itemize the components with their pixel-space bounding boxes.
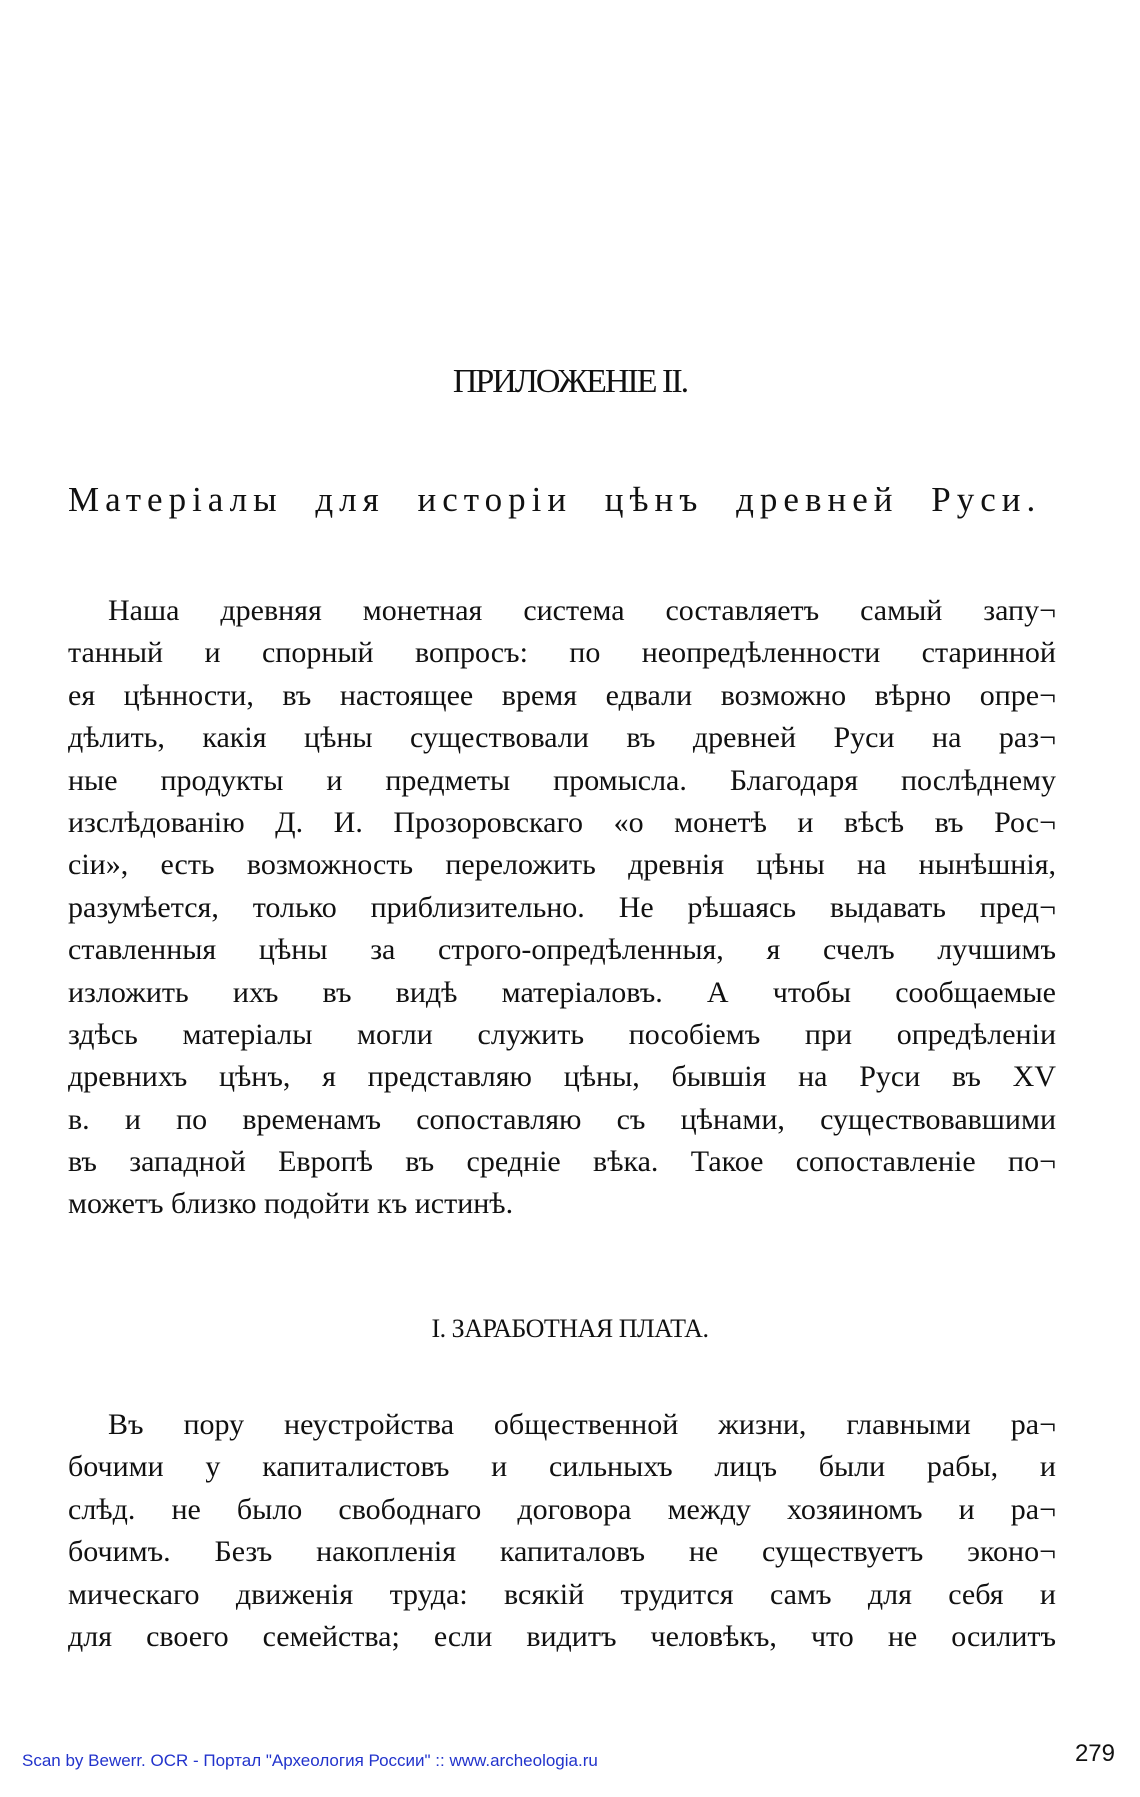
text-line: ея цѣнности, въ настоящее время едвали возможно вѣрно опре¬ — [68, 678, 1056, 712]
text-line: Въ пору неустройства общественной жизни, главными ра¬ — [108, 1408, 1056, 1441]
text-line: разумѣется, только приблизительно. Не рѣшаясь выдавать пред¬ — [68, 890, 1056, 924]
appendix-title: ПРИЛОЖЕНІЕ II. — [452, 363, 688, 400]
text-line: мическаго движенія труда: всякій трудится самъ для себя и — [68, 1577, 1056, 1611]
text-line: бочими у капиталистовъ и сильныхъ лицъ были рабы, и — [68, 1450, 1056, 1484]
section-paragraph — [68, 1404, 1056, 1658]
scan-credit-footer: Scan by Bewerr. OCR - Портал "Археология России" :: www.archeologia.ru — [22, 1751, 598, 1770]
text-line: здѣсь матеріалы могли служить пособіемъ при опредѣленіи — [68, 1017, 1056, 1051]
text-line: слѣд. не было свободнаго договора между хозяиномъ и ра¬ — [68, 1492, 1056, 1526]
text-line: для своего семейства; если видитъ человѣкъ, что не осилитъ — [68, 1619, 1056, 1653]
text-line: изложить ихъ въ видѣ матеріаловъ. А чтобы сообщаемые — [68, 975, 1056, 1009]
text-line: сіи», есть возможность переложить древнія цѣны на нынѣшнія, — [68, 848, 1056, 882]
text-line: в. и по временамъ сопоставляю съ цѣнами, существовавшими — [68, 1102, 1056, 1136]
text-line: дѣлить, какія цѣны существовали въ древней Руси на раз¬ — [68, 721, 1056, 755]
page-number: 279 — [1074, 1740, 1115, 1767]
text-line: изслѣдованію Д. И. Прозоровскаго «о монетѣ и вѣсѣ въ Рос¬ — [68, 805, 1056, 839]
text-line: Наша древняя монетная система составляетъ самый запу¬ — [108, 594, 1056, 627]
text-line: ставленныя цѣны за строго-опредѣленныя, я счелъ лучшимъ — [68, 933, 1056, 967]
text-line: въ западной Европѣ въ средніе вѣка. Такое сопоставленіе по¬ — [68, 1145, 1056, 1179]
section-title: I. ЗАРАБОТНАЯ ПЛАТА. — [431, 1314, 709, 1343]
text-line: древнихъ цѣнъ, я представляю цѣны, бывшія на Руси въ XV — [68, 1060, 1056, 1094]
text-line: ные продукты и предметы промысла. Благодаря послѣднему — [68, 763, 1056, 797]
main-title: Матеріалы для исторіи цѣнъ древней Руси. — [68, 480, 1042, 519]
text-line: танный и спорный вопросъ: по неопредѣленности старинной — [68, 636, 1056, 670]
text-line: можетъ близко подойти къ истинѣ. — [68, 1187, 514, 1221]
text-line: бочимъ. Безъ накопленія капиталовъ не существуетъ эконо¬ — [68, 1535, 1056, 1569]
intro-paragraph — [68, 590, 1056, 1226]
